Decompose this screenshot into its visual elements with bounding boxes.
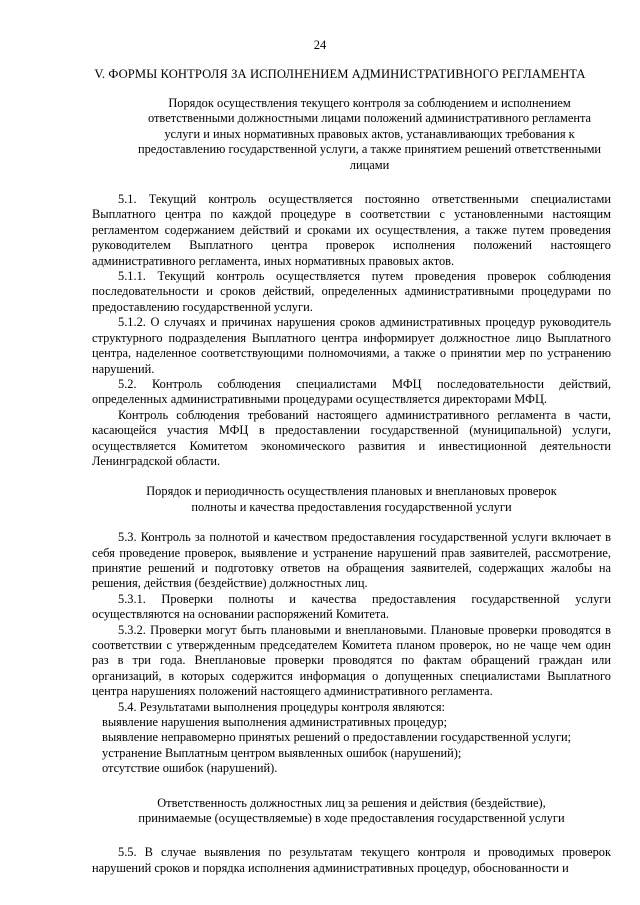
list-item: отсутствие ошибок (нарушений). <box>102 761 278 776</box>
paragraph-5-1: 5.1. Текущий контроль осуществляется постоянно ответственными специалистами Выплатного центра по каждой процедуре в соответствии с установленными настоящим регламентом содержанием действий и сроками их осуществления, а также путем проведения руководителем Выплатного центра проверок исполнения положений настоящего административного регламента, иных нормативных правовых актов. <box>92 192 611 268</box>
list-item: устранение Выплатным центром выявленных ошибок (нарушений); <box>102 745 462 760</box>
list-item: выявление неправомерно принятых решений о предоставлении государственной услуги; <box>102 730 572 745</box>
paragraph-5-4: 5.4. Результатами выполнения процедуры контроля являются: <box>118 699 445 714</box>
paragraph-5-1-1: 5.1.1. Текущий контроль осуществляется путем проведения проверок соблюдения последовательности и сроков действий, определенных административными процедурами по предоставлению государственной услуги. <box>92 269 611 314</box>
section-title: V. ФОРМЫ КОНТРОЛЯ ЗА ИСПОЛНЕНИЕМ АДМИНИСТРАТИВНОГО РЕГЛАМЕНТА <box>94 67 586 81</box>
paragraph-5-3: 5.3. Контроль за полнотой и качеством предоставления государственной услуги включает в себя проведение проверок, выявление и устранение нарушений прав заявителей, рассмотрение, принятие решений и подготовку ответов на обращения заявителей, содержащих жалобы на решения, действия (бездействие) должностных лиц. <box>92 530 611 591</box>
subsection-title-current-control: Порядок осуществления текущего контроля за соблюдением и исполнением ответственными должностными лицами положений административного регламента услуги и иных нормативных правовых актов, устанавливающих требования к предоставлению государственной услуги, а также принятием решений ответственными лицами <box>137 96 602 172</box>
paragraph-5-3-1: 5.3.1. Проверки полноты и качества предоставления государственной услуги осуществляются на основании распоряжений Комитета. <box>92 591 611 622</box>
paragraph-5-3-2: 5.3.2. Проверки могут быть плановыми и внеплановыми. Плановые проверки проводятся в соответствии с утвержденным председателем Комитета планом проверок, но не чаще чем один раз в три года. Внеплановые проверки проводятся по фактам обращений граждан или организаций, в которых содержится информация о допущенных специалистами Выплатного центра нарушениях положений настоящего административного регламента. <box>92 622 611 699</box>
list-item: выявление нарушения выполнения административных процедур; <box>102 715 448 730</box>
paragraph-5-1-2: 5.1.2. О случаях и причинах нарушения сроков административных процедур руководитель структурного подразделения Выплатного центра информирует должностное лицо Выплатного центра, наделенное соответствующими полномочиями, а также о принятии мер по устранению нарушений. <box>92 315 611 376</box>
paragraph-5-5: 5.5. В случае выявления по результатам текущего контроля и проводимых проверок нарушений сроков и порядка исполнения административных процедур, обоснованности и <box>92 845 611 875</box>
page-number: 24 <box>313 38 327 52</box>
subsection-title-inspections: Порядок и периодичность осуществления плановых и внеплановых проверок полноты и качества предоставления государственной услуги <box>146 484 557 514</box>
page-content <box>92 96 611 876</box>
paragraph-5-2: 5.2. Контроль соблюдения специалистами МФЦ последовательности действий, определенных административными процедурами осуществляется директорами МФЦ. <box>92 376 611 407</box>
subsection-title-responsibility: Ответственность должностных лиц за решения и действия (бездействие), принимаемые (осуществляемые) в ходе предоставления государственной услуги <box>138 795 565 826</box>
paragraph-5-2-continued: Контроль соблюдения требований настоящего административного регламента в части, касающейся участия МФЦ в предоставлении государственной (муниципальной) услуги, осуществляется Комитетом экономического развития и инвестиционной деятельности Ленинградской области. <box>92 407 611 468</box>
